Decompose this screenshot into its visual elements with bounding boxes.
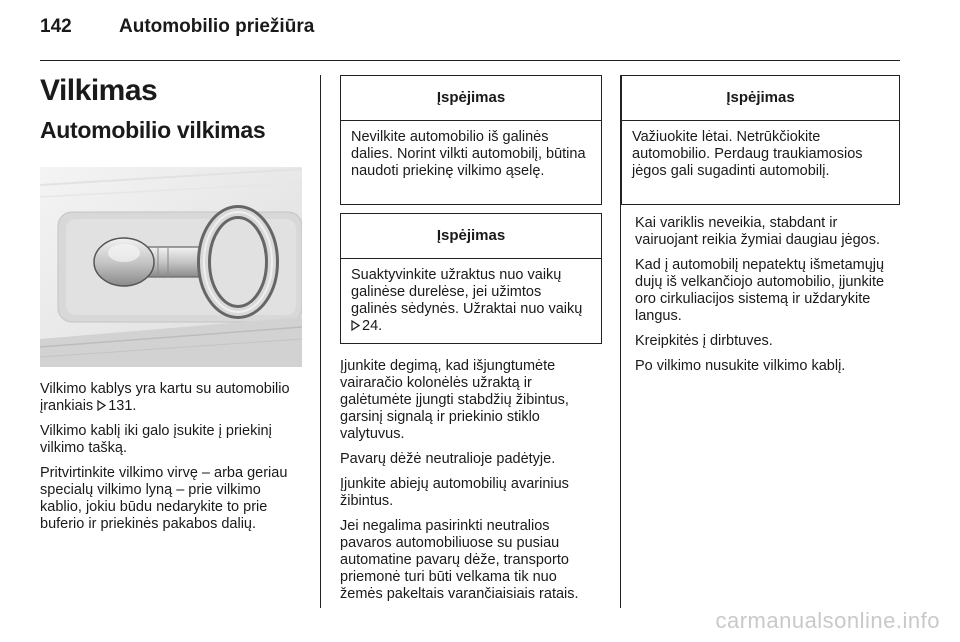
page-reference: 24. xyxy=(362,318,383,334)
warning-title: Įspėjimas xyxy=(622,76,899,121)
column-divider xyxy=(320,75,321,608)
column-right xyxy=(621,75,901,383)
warning-body: Suaktyvinkite užraktus nuo vaikų galinėse durelėse, jei užimtos galinės sėdynės. Užraktai nuo vaikų xyxy=(351,267,583,317)
paragraph: Kreipkitės į dirbtuves. xyxy=(635,333,773,349)
page-header xyxy=(40,14,900,50)
warning-box xyxy=(621,75,900,205)
section-title: Vilkimas xyxy=(40,74,158,107)
paragraph: Pavarų dėžė neutralioje padėtyje. xyxy=(340,451,556,467)
paragraph: Po vilkimo nusukite vilkimo kablį. xyxy=(635,358,846,374)
paragraph: Vilkimo kablį iki galo įsukite į priekinį vilkimo tašką. xyxy=(40,423,272,456)
paragraph: Įjunkite abiejų automobilių avarinius žibintus. xyxy=(340,476,569,509)
paragraph: Įjunkite degimą, kad išjungtumėte vairaračio kolonėlės užraktą ir galėtumėte įjungti stabdžių žibintus, garsinį signalą ir priekinio stiklo valytuvus. xyxy=(340,358,569,442)
paragraph: Pritvirtinkite vilkimo virvę – arba geriau specialų vilkimo lyną – prie vilkimo kablio, jokiu būdu nedarykite to prie buferio ir priekinės pakabos dalių. xyxy=(40,465,288,532)
paragraph: Kai variklis neveikia, stabdant ir vairuojant reikia žymiai daugiau jėgos. xyxy=(635,215,881,248)
subsection-title: Automobilio vilkimas xyxy=(40,117,266,143)
warning-box xyxy=(340,213,602,344)
chapter-title: Automobilio priežiūra xyxy=(119,16,315,37)
warning-text: Važiuokite lėtai. Netrūkčiokite automobilio. Perdaug traukiamosios jėgos gali sugadinti automobilį. xyxy=(632,129,863,179)
column-left xyxy=(40,75,302,541)
towing-eye-illustration xyxy=(40,167,302,367)
page-number: 142 xyxy=(40,16,72,37)
page-reference-icon xyxy=(351,320,360,331)
page-reference: 131. xyxy=(108,398,137,414)
paragraph: Jei negalima pasirinkti neutralios pavaros automobiliuose su pusiau automatine pavarų dėže, transporto priemonė turi būti velkama tik nuo žemės pakeltais varančiaisiais ratais. xyxy=(340,518,579,602)
paragraph: Kad į automobilį nepatektų išmetamųjų dujų iš velkančiojo automobilio, įjunkite oro cirkuliacijos sistemą ir uždarykite langus. xyxy=(635,257,885,324)
warning-box xyxy=(340,75,602,205)
warning-title: Įspėjimas xyxy=(341,76,601,121)
header-divider xyxy=(40,60,900,61)
paragraph-text: Vilkimo kablys yra kartu su automobilio įrankiais xyxy=(40,381,290,414)
page-reference-icon xyxy=(97,400,106,411)
warning-text: Nevilkite automobilio iš galinės dalies. Norint vilkti automobilį, būtina naudoti priekinę vilkimo ąselę. xyxy=(351,129,586,179)
warning-title: Įspėjimas xyxy=(341,214,601,259)
column-middle xyxy=(340,75,602,611)
paragraph xyxy=(40,381,302,415)
watermark: carmanualsonline.info xyxy=(715,608,940,633)
warning-text xyxy=(341,259,601,345)
